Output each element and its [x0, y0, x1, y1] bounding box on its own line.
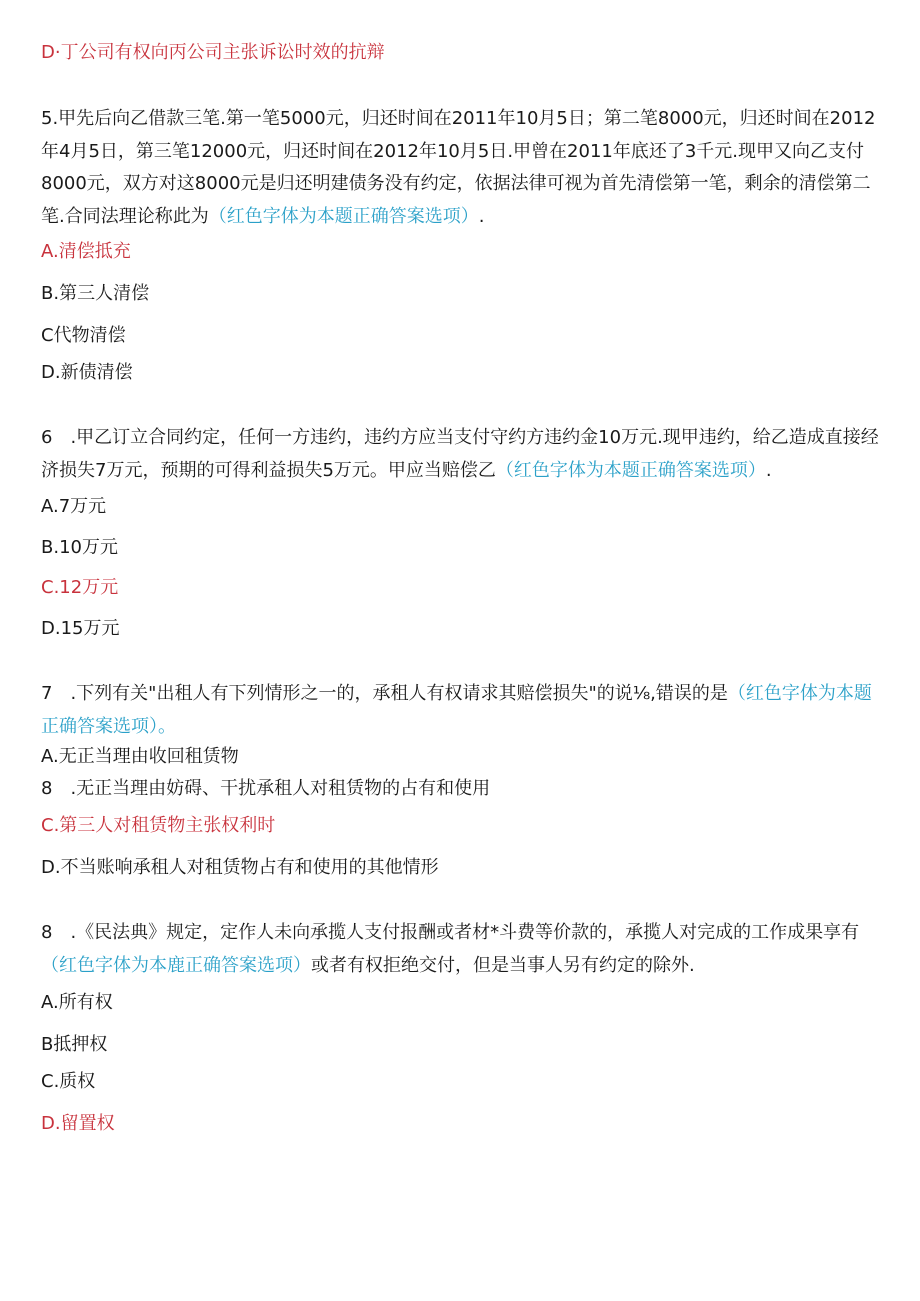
answer-hint: （红色字体为本题正确答案选项）	[41, 683, 872, 737]
option-d-previous: D·丁公司有权向丙公司主张诉讼时效的抗辩	[41, 42, 385, 63]
question-5-option-b: B.第三人清偿	[41, 283, 150, 304]
question-7-option-d: D.不当账响承租人对租赁物占有和使用的其他情形	[41, 857, 439, 878]
answer-hint: （红色字体为本题正确答案选项）	[495, 459, 766, 481]
question-6-option-c: C.12万元	[41, 577, 119, 598]
question-5-option-a: A.清偿抵充	[41, 241, 131, 262]
question-7-option-a: A.无正当理由收回租赁物	[41, 746, 239, 767]
question-8-stem: 8 .《民法典》规定，定作人未向承揽人支付报酬或者材*斗费等价款的，承揽人对完成的工作成果享有（红色字体为本鹿正确答案选项）或者有权拒绝交付，但是当事人另有约定的除外.	[41, 922, 860, 976]
question-5-option-c: C代物清偿	[41, 325, 126, 346]
answer-hint: （红色字体为本题正确答案选项）	[208, 205, 479, 227]
question-7-stem: 7 .下列有关"出租人有下列情形之一的，承租人有权请求其赔偿损失"的说⅛,错误的是（红色字体为本题正确答案选项）。	[41, 683, 872, 737]
question-6-option-d: D.15万元	[41, 618, 120, 639]
question-8-option-b: B抵押权	[41, 1034, 108, 1055]
question-7-option-c: C.第三人对租赁物主张权利时	[41, 815, 276, 836]
question-8-option-d: D.留置权	[41, 1113, 115, 1134]
question-5-option-d: D.新债清偿	[41, 362, 133, 383]
question-7-option-b: 8 .无正当理由妨碍、干扰承租人对租赁物的占有和使用	[41, 778, 491, 799]
question-6-option-b: B.10万元	[41, 537, 118, 558]
question-8-option-a: A.所有权	[41, 992, 113, 1013]
question-5-stem: 5.甲先后向乙借款三笔.第一笔5000元，归还时间在2011年10月5日；第二笔8000元，归还时间在2012年4月5日，第三笔12000元，归还时间在2012年10月5日.甲曾在2011年底还了3千元.现甲又向乙支付8000元，双方对这8000元是归还明建债务没有约定，依据法律可视为首先清偿第一笔，剩余的清偿第二笔.合同法理论称此为（红色字体为本题正确答案选项）.	[41, 108, 876, 227]
question-6-stem: 6 .甲乙订立合同约定，任何一方违约，违约方应当支付守约方违约金10万元.现甲违约，给乙造成直接经济损失7万元，预期的可得利益损失5万元。甲应当赔偿乙（红色字体为本题正确答案选项）.	[41, 427, 879, 481]
answer-hint: （红色字体为本鹿正确答案选项）	[41, 954, 311, 976]
question-6-option-a: A.7万元	[41, 496, 107, 517]
question-8-option-c: C.质权	[41, 1071, 96, 1092]
